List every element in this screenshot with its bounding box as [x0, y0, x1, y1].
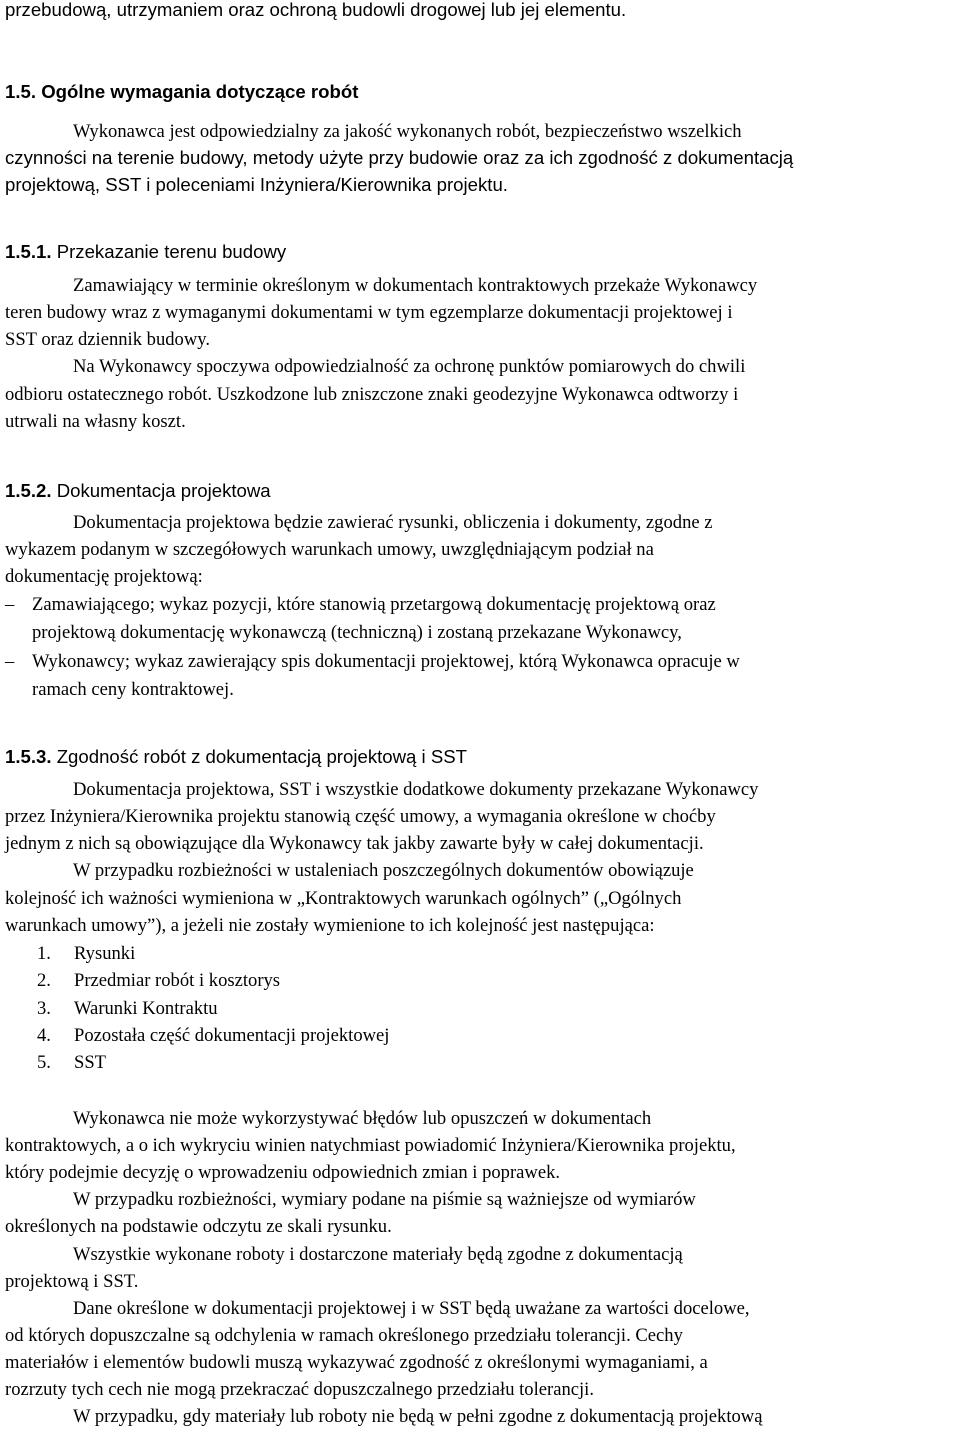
list-item-continuation: ramach ceny kontraktowej.: [32, 679, 234, 700]
text-line: odbioru ostatecznego robót. Uszkodzone lub zniszczone znaki geodezyjne Wykonawca odtworzy i: [5, 384, 739, 405]
text-line: przez Inżyniera/Kierownika projektu stanowią część umowy, a wymagania określone w choćby: [5, 806, 716, 827]
list-item: Pozostała część dokumentacji projektowej: [74, 1025, 390, 1046]
text-line: warunkach umowy”), a jeżeli nie zostały wymienione to ich kolejność jest następująca:: [5, 915, 655, 936]
text-line: utrwali na własny koszt.: [5, 411, 186, 432]
text-line: jednym z nich są obowiązujące dla Wykonawcy tak jakby zawarte były w całej dokumentacji.: [5, 833, 704, 854]
text-line: W przypadku, gdy materiały lub roboty nie będą w pełni zgodne z dokumentacją projektową: [73, 1406, 763, 1427]
text-line: określonych na podstawie odczytu ze skali rysunku.: [5, 1216, 392, 1237]
text-line: Dane określone w dokumentacji projektowej i w SST będą uważane za wartości docelowe,: [73, 1298, 750, 1319]
text-line: Dokumentacja projektowa będzie zawierać rysunki, obliczenia i dokumenty, zgodne z: [73, 512, 713, 533]
subsection-heading: [5, 477, 271, 504]
text-line: dokumentację projektową:: [5, 566, 203, 587]
list-number: 3.: [37, 998, 51, 1019]
text-line: W przypadku rozbieżności w ustaleniach poszczególnych dokumentów obowiązuje: [73, 860, 694, 881]
section-number: 1.5.1.: [5, 241, 52, 262]
text-line: przebudową, utrzymaniem oraz ochroną budowli drogowej lub jej elementu.: [5, 0, 627, 20]
text-line: projektową i SST.: [5, 1271, 139, 1292]
list-number: 4.: [37, 1025, 51, 1046]
text-line: Wykonawca jest odpowiedzialny za jakość wykonanych robót, bezpieczeństwo wszelkich: [73, 121, 742, 142]
text-line: wykazem podanym w szczegółowych warunkach umowy, uwzględniającym podział na: [5, 539, 654, 560]
list-item-continuation: projektową dokumentację wykonawczą (techniczną) i zostaną przekazane Wykonawcy,: [32, 622, 682, 643]
section-title: Dokumentacja projektowa: [56, 480, 271, 501]
list-item: Wykonawcy; wykaz zawierający spis dokumentacji projektowej, którą Wykonawca opracuje w: [32, 651, 740, 672]
text-line: Dokumentacja projektowa, SST i wszystkie dodatkowe dokumenty przekazane Wykonawcy: [73, 779, 759, 800]
list-number: 2.: [37, 970, 51, 991]
text-line: materiałów i elementów budowli muszą wykazywać zgodność z określonymi wymaganiami, a: [5, 1352, 708, 1373]
section-heading: [5, 78, 358, 105]
text-line: od których dopuszczalne są odchylenia w ramach określonego przedziału tolerancji. Cechy: [5, 1325, 683, 1346]
list-item: Rysunki: [74, 943, 136, 964]
text-line: Wszystkie wykonane roboty i dostarczone materiały będą zgodne z dokumentacją: [73, 1244, 683, 1265]
subsection-heading: [5, 743, 467, 770]
dash-bullet: –: [5, 594, 15, 615]
section-title: Zgodność robót z dokumentacją projektową i SST: [56, 746, 468, 767]
text-line: kontraktowych, a o ich wykryciu winien natychmiast powiadomić Inżyniera/Kierownika projektu,: [5, 1135, 736, 1156]
list-item: Warunki Kontraktu: [74, 998, 218, 1019]
list-item: Zamawiającego; wykaz pozycji, które stanowią przetargową dokumentację projektową oraz: [32, 594, 716, 615]
text-line: który podejmie decyzję o wprowadzeniu odpowiednich zmian i poprawek.: [5, 1162, 561, 1183]
text-line: W przypadku rozbieżności, wymiary podane na piśmie są ważniejsze od wymiarów: [73, 1189, 696, 1210]
section-title: Ogólne wymagania dotyczące robót: [41, 81, 359, 102]
text-line: Wykonawca nie może wykorzystywać błędów lub opuszczeń w dokumentach: [73, 1108, 652, 1129]
dash-bullet: –: [5, 651, 15, 672]
text-line: czynności na terenie budowy, metody użyte przy budowie oraz za ich zgodność z dokumentacją: [5, 147, 794, 168]
section-number: 1.5.: [5, 81, 37, 102]
text-line: kolejność ich ważności wymieniona w „Kontraktowych warunkach ogólnych” („Ogólnych: [5, 888, 682, 909]
text-line: SST oraz dziennik budowy.: [5, 329, 211, 350]
list-item: SST: [74, 1052, 107, 1073]
section-title: Przekazanie terenu budowy: [56, 241, 287, 262]
list-number: 1.: [37, 943, 51, 964]
section-number: 1.5.3.: [5, 746, 52, 767]
text-line: rozrzuty tych cech nie mogą przekraczać dopuszczalnego przedziału tolerancji.: [5, 1379, 594, 1400]
section-number: 1.5.2.: [5, 480, 52, 501]
text-line: Na Wykonawcy spoczywa odpowiedzialność za ochronę punktów pomiarowych do chwili: [73, 356, 746, 377]
list-item: Przedmiar robót i kosztorys: [74, 970, 281, 991]
list-number: 5.: [37, 1052, 51, 1073]
text-line: teren budowy wraz z wymaganymi dokumentami w tym egzemplarze dokumentacji projektowej i: [5, 302, 733, 323]
subsection-heading: [5, 238, 286, 265]
text-line: Zamawiający w terminie określonym w dokumentach kontraktowych przekaże Wykonawcy: [73, 275, 758, 296]
text-line: projektową, SST i poleceniami Inżyniera/Kierownika projektu.: [5, 174, 508, 195]
